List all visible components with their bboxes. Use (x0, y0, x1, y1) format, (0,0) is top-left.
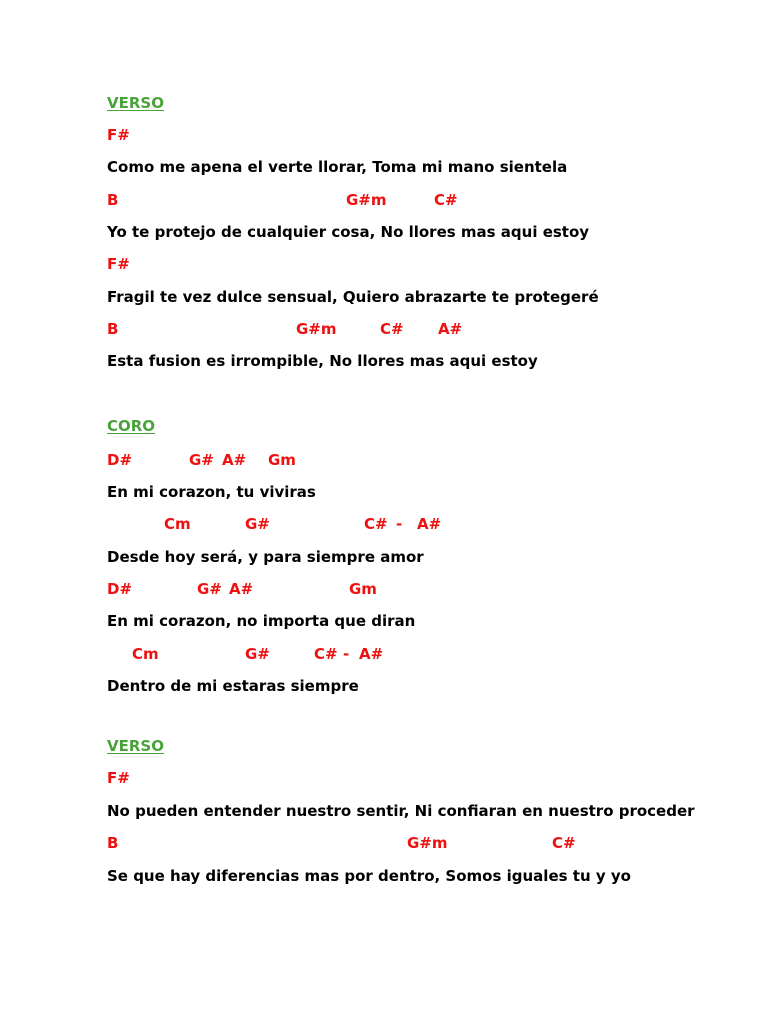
chord: Cm (164, 515, 191, 533)
lyric-line: En mi corazon, no importa que diran (107, 612, 416, 630)
lyric-line: Yo te protejo de cualquier cosa, No llores mas aqui estoy (107, 223, 590, 241)
chord: G# (245, 515, 270, 533)
chord: C# (380, 320, 404, 338)
chord-line (107, 644, 747, 664)
chord-line (107, 319, 747, 339)
chord: A# (417, 515, 442, 533)
chord: Cm (132, 645, 159, 663)
lyric-line: Dentro de mi estaras siempre (107, 677, 359, 695)
chord: F# (107, 126, 130, 144)
chord: A# (438, 320, 463, 338)
lyric-line: Fragil te vez dulce sensual, Quiero abrazarte te protegeré (107, 288, 599, 306)
chord: G#m (346, 191, 387, 209)
chord: D# (107, 580, 133, 598)
chord: C# (364, 515, 388, 533)
chord: C# (434, 191, 458, 209)
chord-line (107, 125, 747, 145)
chord-line (107, 514, 747, 534)
chord: B (107, 191, 119, 209)
chord-line (107, 768, 747, 788)
chord: Gm (349, 580, 377, 598)
chord-line (107, 254, 747, 274)
chord: C# (314, 645, 338, 663)
chorus-heading: CORO (107, 417, 156, 435)
chord: D# (107, 451, 133, 469)
chord: Gm (268, 451, 296, 469)
chord: B (107, 834, 119, 852)
chord: F# (107, 769, 130, 787)
chord: G#m (296, 320, 337, 338)
lyric-line: En mi corazon, tu viviras (107, 483, 316, 501)
chord: G# (197, 580, 222, 598)
chord: G#m (407, 834, 448, 852)
chord: F# (107, 255, 130, 273)
chord-line (107, 190, 747, 210)
chord: - (396, 515, 403, 533)
chord-line (107, 450, 747, 470)
lyric-line: Como me apena el verte llorar, Toma mi mano sientela (107, 158, 568, 176)
verse-heading: VERSO (107, 737, 164, 755)
chord: A# (222, 451, 247, 469)
chord: G# (189, 451, 214, 469)
chord: C# (552, 834, 576, 852)
lyric-line: No pueden entender nuestro sentir, Ni confiaran en nuestro proceder (107, 802, 695, 820)
lyric-line: Se que hay diferencias mas por dentro, Somos iguales tu y yo (107, 867, 631, 885)
chord-line (107, 833, 747, 853)
chord: - (343, 645, 350, 663)
chord: A# (229, 580, 254, 598)
verse-heading: VERSO (107, 94, 164, 112)
lyric-line: Esta fusion es irrompible, No llores mas aqui estoy (107, 352, 538, 370)
lyric-line: Desde hoy será, y para siempre amor (107, 548, 424, 566)
chord: G# (245, 645, 270, 663)
chord: A# (359, 645, 384, 663)
chord: B (107, 320, 119, 338)
chord-line (107, 579, 747, 599)
